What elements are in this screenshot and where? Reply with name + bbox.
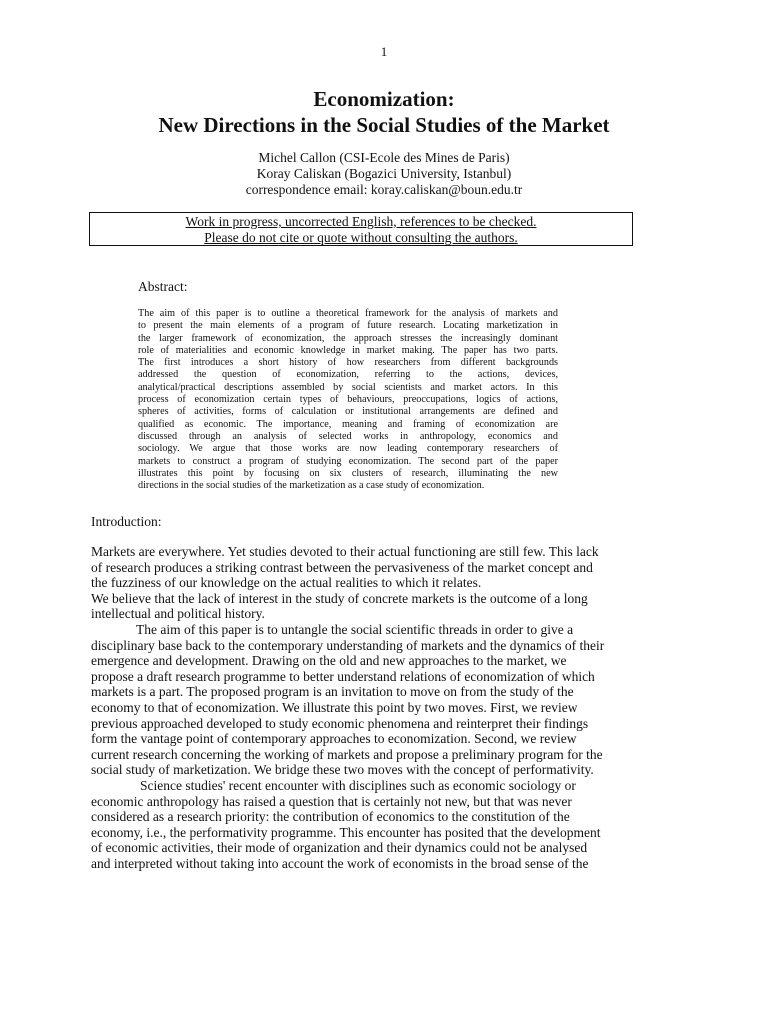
abstract-line: markets to construct a program of studying economization. The second part of the paper: [138, 455, 558, 467]
abstract-line: qualified as economic. The importance, meaning and framing of economization are: [138, 418, 558, 430]
body-line: economy, i.e., the performativity programme. This encounter has posited that the development: [91, 824, 601, 840]
abstract-line: discussed through an analysis of selected works in anthropology, economics and: [138, 430, 558, 442]
abstract-line: The aim of this paper is to outline a theoretical framework for the analysis of markets and: [138, 308, 558, 319]
abstract-line: spheres of activities, forms of calculation or institutional arrangements are defined and: [138, 406, 558, 418]
work-in-progress-notice: [89, 212, 633, 246]
body-line: The aim of this paper is to untangle the social scientific threads in order to give a: [136, 621, 574, 637]
body-line: We believe that the lack of interest in the study of concrete markets is the outcome of a long: [91, 590, 588, 606]
abstract-text: [138, 308, 558, 492]
notice-line-1: Work in progress, uncorrected English, references to be checked.: [185, 214, 537, 229]
body-line: previous approached developed to study economic phenomena and reinterpret their findings: [91, 715, 589, 731]
body-line: and interpreted without taking into account the work of economists in the broad sense of the: [91, 855, 589, 871]
body-line: of economic activities, their mode of organization and their dynamics could not be analysed: [91, 840, 588, 856]
abstract-line: analytical/practical descriptions assembled by social scientists and market actors. In this: [138, 381, 558, 393]
body-line: intellectual and political history.: [91, 606, 265, 622]
abstract-line: addressed the question of economization, referring to the actions, devices,: [138, 369, 558, 381]
body-line: disciplinary base back to the contemporary understanding of markets and the dynamics of their: [91, 637, 605, 653]
author-2: Koray Caliskan (Bogazici University, Istanbul): [256, 166, 512, 181]
notice-line-2: Please do not cite or quote without consulting the authors.: [204, 230, 518, 245]
introduction-heading: Introduction:: [91, 514, 162, 529]
abstract-line: the larger framework of economization, the approach stresses the increasingly dominant: [138, 332, 558, 344]
abstract-line: directions in the social studies of the marketization as a case study of economization.: [138, 480, 485, 492]
abstract-line: process of economization certain types of behaviours, preoccupations, logics of actions,: [138, 394, 558, 406]
body-line: current research concerning the working of markets and propose a preliminary program for the: [91, 746, 603, 762]
paper-title: [0, 86, 768, 138]
body-line: the fuzziness of our knowledge on the actual realities to which it relates.: [91, 575, 482, 591]
body-line: social study of marketization. We bridge these two moves with the concept of performativity.: [91, 762, 594, 778]
body-line: emergence and development. Drawing on the old and new approaches to the market, we: [91, 653, 567, 669]
author-block: [0, 150, 768, 198]
body-line: considered as a research priority: the contribution of economics to the constitution of the: [91, 809, 570, 825]
body-line: form the vantage point of contemporary approaches to economization. Second, we review: [91, 731, 577, 747]
author-1: Michel Callon (CSI-Ecole des Mines de Paris): [258, 150, 510, 165]
abstract-line: sociology. We argue that those works are now leading contemporary researchers of: [138, 443, 558, 455]
body-line: markets is a part. The proposed program is an invitation to move on from the study of the: [91, 684, 574, 700]
title-line-2: New Directions in the Social Studies of the Market: [158, 113, 610, 137]
body-line: of research produces a striking contrast between the pervasiveness of the market concept and: [91, 559, 593, 575]
body-line: Markets are everywhere. Yet studies devoted to their actual functioning are still few. This lack: [91, 544, 599, 559]
body-line: economic anthropology has raised a question that is certainly not new, but that was never: [91, 793, 572, 809]
introduction-text: [91, 544, 629, 871]
body-line: propose a draft research programme to better understand relations of economization of which: [91, 668, 595, 684]
abstract-line: role of materialities and economic knowledge in market making. The paper has two parts.: [138, 344, 558, 356]
page-number: 1: [380, 44, 388, 59]
abstract-line: to present the main elements of a program of future research. Locating marketization in: [138, 320, 558, 332]
body-line: economy to that of economization. We illustrate this point by two moves. First, we review: [91, 699, 578, 715]
body-line: Science studies' recent encounter with disciplines such as economic sociology or: [140, 777, 576, 793]
abstract-label: Abstract:: [138, 279, 188, 294]
abstract-line: The first introduces a short history of how researchers from different backgrounds: [138, 357, 558, 369]
abstract-line: illustrates this point by focusing on six clusters of research, illuminating the new: [138, 467, 558, 479]
correspondence-email: correspondence email: koray.caliskan@boun.edu.tr: [245, 182, 523, 197]
title-line-1: Economization:: [313, 87, 455, 111]
